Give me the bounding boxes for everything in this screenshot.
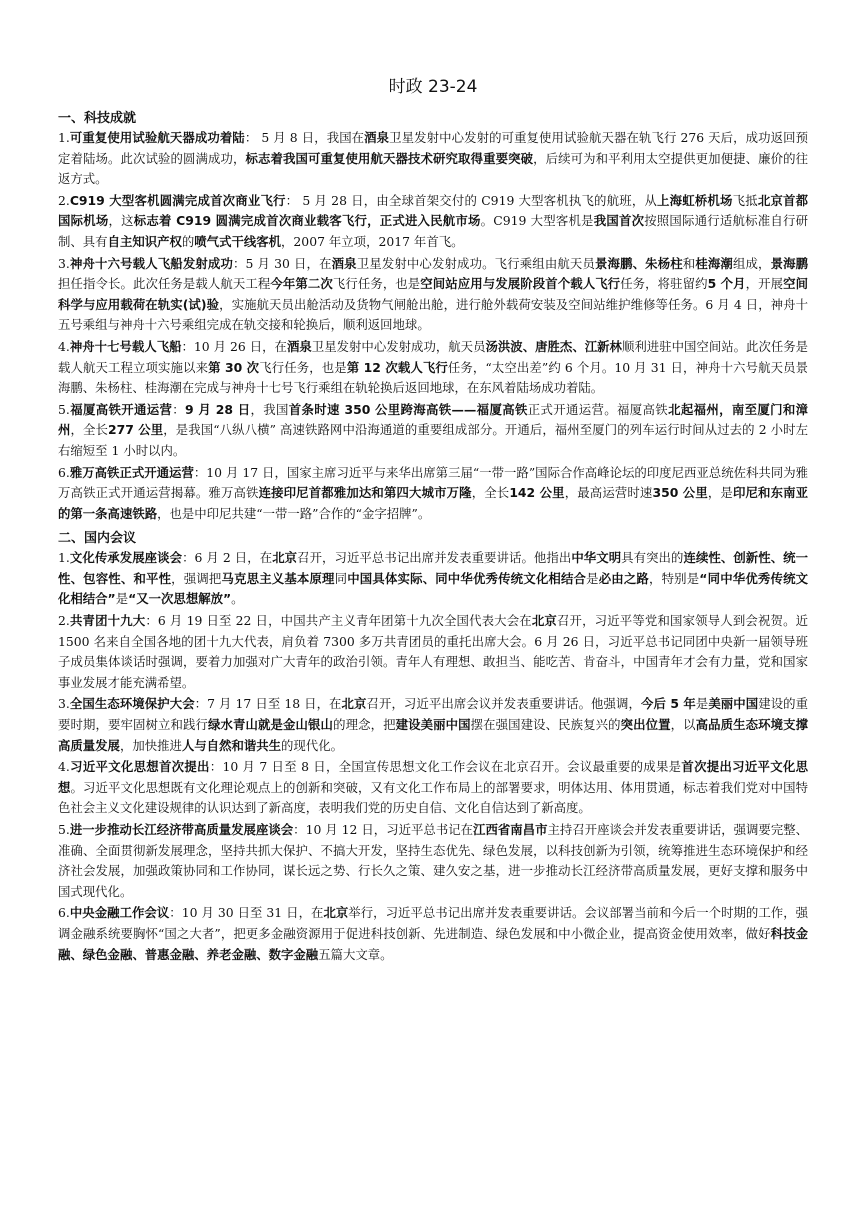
text-run: ，后续可为和平利用太空提供更加便捷、廉价的往返方式。 (58, 150, 809, 187)
text-run: 按照国际通行适航标准自行研制、具有 (58, 213, 809, 249)
bold-text: “同中华优秀传统文化相结合” (58, 570, 809, 607)
text-run: 建设的重要时期，要牢固树立和践行 (58, 696, 809, 733)
list-item (58, 694, 808, 756)
bold-text: 景海鹏、朱杨柱 (595, 255, 683, 271)
text-run: ：10 月 26 日，在 (181, 338, 287, 354)
text-run: ：10 月 17 日，国家主席习近平与来华出席第三届“一带一路”国际合作高峰论坛的印度尼西亚总统佐科共同为雅万高铁正式开通运营揭幕。雅万高铁 (58, 464, 808, 501)
text-run: 6. (58, 464, 70, 480)
text-run: 担任指令长。此次任务是载人航天工程 (58, 276, 271, 292)
text-run: 。C919 大型客机是 (480, 213, 594, 229)
text-run: 召开，习近平等党和国家领导人到会祝贺。近 1500 名来自全国各地的团十九大代表，肩负着 7300 多万共青团员的重托出席大会。6 月 26 日，习近平总书记同团中央新一届领导班子成员集体谈话时强调，要着力加强对广大青年的政治引领。青年人有理想、敢担当、能吃苦、肯奋斗，中国青年才会有力量，党和国家事业发展才能充满希望。 (58, 613, 809, 690)
text-run: ：10 月 12 日，习近平总书记在 (293, 822, 474, 837)
bold-text: 全国生态环境保护大会 (69, 696, 195, 712)
text-run: ：7 月 17 日至 18 日，在 (194, 696, 342, 712)
bold-text: 高品质生态环境支撑高质量发展 (58, 717, 809, 753)
text-run: 主持召开座谈会并发表重要讲话，强调要完整、准确、全面贯彻新发展理念，坚持共抓大保护、不搞大开发，坚持生态优先、绿色发展，以科技创新为引领，统筹推进生态环境保护和经济社会发展，加强政策协同和工作协同，谋长远之势、行长久之策、建久安之基，进一步推动长江经济带高质量发展，更好支撑和服务中国式现代化。 (58, 822, 809, 899)
bold-text: 必由之路 (598, 570, 649, 586)
bold-text: 今后 5 年 (640, 696, 696, 712)
bold-text: 上海虹桥机场 (657, 192, 733, 208)
bold-text: 北京首都国际机场 (58, 192, 809, 229)
bold-text: 酒泉 (286, 338, 312, 354)
text-run: 卫星发射中心发射的可重复使用试验航天器在轨飞行 276 天后，成功返回预定着陆场。此次试验的圆满成功， (58, 130, 809, 166)
bold-text: 印尼和东南亚的第一条高速铁路 (58, 485, 809, 521)
text-run: 举行，习近平总书记出席并发表重要讲话。会议部署当前和今后一个时期的工作，强调金融系统要胸怀“国之大者”，把更多金融资源用于促进科技创新、先进制造、绿色发展和中小微企业，提高资金使用效率，做好 (58, 905, 809, 941)
bold-text: 文化传承发展座谈会 (69, 550, 183, 566)
bold-text: 共青团十九大 (69, 613, 146, 629)
bold-text: 美丽中国 (708, 696, 759, 712)
text-run: 6. (58, 905, 70, 921)
text-run: 的理念，把 (333, 717, 396, 733)
list-item (58, 611, 808, 693)
text-run: 五篇大文章。 (318, 946, 393, 962)
text-run: 飞抵 (732, 192, 758, 208)
section-heading: 二、国内会议 (58, 531, 137, 547)
bold-text: 科技金融、绿色金融、普惠金融、养老金融、数字金融 (58, 925, 809, 962)
text-run: 。 (231, 591, 244, 607)
text-run: 卫星发射中心发射成功。飞行乘组由航天员 (356, 255, 595, 271)
bold-text: 绿水青山就是金山银山 (208, 717, 334, 733)
bold-text: 首次提出习近平文化思想 (58, 759, 809, 795)
bold-text: 北京 (323, 905, 349, 921)
text-run: ，实施航天员出舱活动及货物气闸舱出舱，进行舱外载荷安装及空间站维护维修等任务。6 月 4 日，神舟十五号乘组与神舟十六号乘组完成在轨交接和轮换后，顺利返回地球。 (58, 296, 808, 333)
bold-text: 142 公里 (509, 485, 565, 501)
bold-text: 酒泉 (364, 130, 390, 145)
bold-text: 江西省南昌市 (473, 822, 548, 837)
text-run: 是 (695, 696, 709, 712)
bold-text: 喷气式干线客机 (194, 233, 282, 249)
bold-text: 连续性、创新性、统一性、包容性、和平性 (58, 550, 809, 586)
text-run: 飞行任务，也是 (332, 276, 421, 292)
text-run: 5. (58, 822, 70, 837)
bold-text: 350 公里 (652, 485, 708, 501)
bold-text: 建设美丽中国 (395, 717, 471, 733)
text-run: 3. (58, 696, 70, 712)
text-run: ，最高运营时速 (564, 485, 653, 501)
text-run: 摆在强国建设、民族复兴的 (470, 717, 621, 733)
text-run: ：10 月 30 日至 31 日，在 (169, 905, 324, 921)
text-run: 。习近平文化思想既有文化理论观点上的创新和突破，又有文化工作布局上的部署要求，明体达用、体用贯通，标志着我们党对中国特色社会主义文化建设规律的认识达到了新高度，表明我们党的历史自信、文化自信达到了新高度。 (58, 779, 809, 816)
document-body (58, 107, 808, 965)
bold-text: 桂海潮 (695, 255, 733, 271)
bold-text: 可重复使用试验航天器成功着陆 (69, 130, 245, 145)
text-run: ，以 (670, 717, 696, 733)
text-run: 1. (58, 550, 70, 566)
bold-text: 中央金融工作会议 (69, 905, 170, 921)
text-run: 召开，习近平总书记出席并发表重要讲话。他指出 (297, 550, 572, 566)
text-run: 是 (586, 570, 599, 586)
bold-text: 标志着我国可重复使用航天器技术研究取得重要突破 (245, 150, 534, 166)
text-run: 任务，将驻留约 (620, 276, 708, 292)
text-run: ： 5 月 28 日，由全球首架交付的 C919 大型客机执飞的航班，从 (285, 192, 658, 208)
list-item (58, 191, 808, 253)
bold-text: 自主知识产权 (107, 233, 182, 249)
text-run: ，全长 (471, 485, 510, 501)
bold-text: 人与自然和谐共生 (181, 737, 282, 753)
bold-text: 福厦高铁开通运营 (69, 401, 173, 417)
bold-text: 第 12 次载人飞行 (346, 359, 448, 375)
list-item (58, 548, 808, 610)
text-run: ，是 (707, 485, 733, 501)
text-run: 任务，“太空出差”约 6 个月。10 月 31 日，神舟十六号航天员景海鹏、朱杨柱、桂海潮在完成与神舟十七号飞行乘组在轨轮换后返回地球，在东风着陆场成功着陆。 (58, 359, 809, 396)
text-run: ，开展 (745, 276, 784, 292)
text-run: ： 5 月 8 日，我国在 (244, 130, 365, 145)
bold-text: 中国具体实际、同中华优秀传统文化相结合 (347, 570, 587, 586)
text-run: 的 (181, 233, 195, 249)
list-item (58, 757, 808, 819)
text-run: ：6 月 19 日至 22 日，中国共产主义青年团第十九次全国代表大会在 (145, 613, 532, 629)
bold-text: 神舟十七号载人飞船 (69, 338, 182, 354)
text-run: 1. (58, 130, 70, 145)
list-item (58, 128, 808, 190)
bold-text: 马克思主义基本原理 (221, 570, 335, 586)
bold-text: 第 30 次 (208, 359, 260, 375)
bold-text: 我国首次 (593, 213, 645, 229)
bold-text: 北起福州，南至厦门和漳州 (58, 401, 809, 438)
text-run: 4. (58, 338, 70, 354)
text-run: 2. (58, 192, 70, 208)
text-run: ，我国 (250, 401, 289, 417)
bold-text: 习近平文化思想首次提出 (69, 759, 210, 775)
text-run: ： (172, 401, 186, 417)
text-run: ，也是中印尼共建“一带一路”合作的“金字招牌”。 (157, 505, 431, 521)
text-run: 同 (334, 570, 348, 586)
bold-text: 景海鹏 (770, 255, 809, 271)
bold-text: 首条时速 350 公里跨海高铁——福厦高铁 (288, 401, 528, 417)
text-run: 2. (58, 613, 70, 629)
bold-text: 进一步推动长江经济带高质量发展座谈会 (69, 822, 294, 837)
bold-text: 中华文明 (571, 550, 622, 566)
text-run: 的现代化。 (281, 737, 343, 753)
text-run: ，特别是 (649, 570, 700, 586)
bold-text: 汤洪波、唐胜杰、江新林 (485, 338, 622, 354)
text-run: ：5 月 30 日，在 (233, 255, 332, 271)
bold-text: 北京 (341, 696, 367, 712)
list-item (58, 400, 808, 462)
bold-text: 空间科学与应用载荷在轨实(试)验 (58, 276, 809, 312)
bold-text: 北京 (531, 613, 557, 629)
text-run: ：10 月 7 日至 8 日，全国宣传思想文化工作会议在北京召开。会议最重要的成果是 (209, 759, 682, 775)
text-run: ，是我国“八纵八横” 高速铁路网中沿海通道的重要组成部分。开通后，福州至厦门的列车运行时间从过去的 2 小时左右缩短至 1 小时以内。 (58, 422, 809, 458)
text-run: ，这 (108, 213, 134, 229)
list-item (58, 820, 808, 902)
text-run: 是 (115, 591, 129, 607)
bold-text: “又一次思想解放” (128, 591, 232, 607)
bold-text: 标志着 C919 圆满完成首次商业载客飞行，正式进入民航市场 (133, 213, 481, 229)
text-run: 和 (682, 255, 696, 271)
text-run: ：6 月 2 日，在 (182, 550, 273, 566)
bold-text: 空间站应用与发展阶段首个载人飞行 (420, 276, 621, 292)
bold-text: 酒泉 (331, 255, 357, 271)
text-run: 顺利进驻中国空间站。此次任务是载人航天工程立项实施以来 (58, 338, 809, 375)
bold-text: 北京 (272, 550, 298, 566)
bold-text: 5 个月 (707, 276, 746, 292)
bold-text: 连接印尼首都雅加达和第四大城市万隆 (258, 485, 472, 501)
page-title: 时政 23-24 (388, 77, 478, 97)
text-run: 召开，习近平出席会议并发表重要讲话。他强调， (366, 696, 641, 712)
text-run: 4. (58, 759, 70, 775)
text-run: 3. (58, 255, 70, 271)
list-item (58, 903, 808, 965)
list-item (58, 337, 808, 399)
bold-text: 今年第二次 (270, 276, 333, 292)
section-heading: 一、科技成就 (58, 111, 137, 126)
text-run: 卫星发射中心发射成功，航天员 (311, 338, 486, 354)
text-run: ，2007 年立项，2017 年首飞。 (281, 233, 464, 249)
bold-text: 神舟十六号载人飞船发射成功 (69, 255, 234, 271)
list-item (58, 254, 808, 336)
bold-text: 雅万高铁正式开通运营 (69, 464, 194, 480)
text-run: 正式开通运营。福厦高铁 (527, 401, 669, 417)
text-run: 具有突出的 (621, 550, 684, 566)
text-run: 5. (58, 401, 70, 417)
bold-text: 277 公里 (107, 422, 164, 438)
text-run: ，强调把 (171, 570, 222, 586)
bold-text: 突出位置 (620, 717, 671, 733)
text-run: 飞行任务，也是 (259, 359, 347, 375)
bold-text: C919 大型客机圆满完成首次商业飞行 (69, 192, 286, 208)
text-run: ，加快推进 (119, 737, 182, 753)
text-run: ，全长 (70, 422, 108, 438)
text-run: 组成， (732, 255, 771, 271)
bold-text: 9 月 28 日 (185, 401, 251, 417)
list-item (58, 463, 808, 525)
